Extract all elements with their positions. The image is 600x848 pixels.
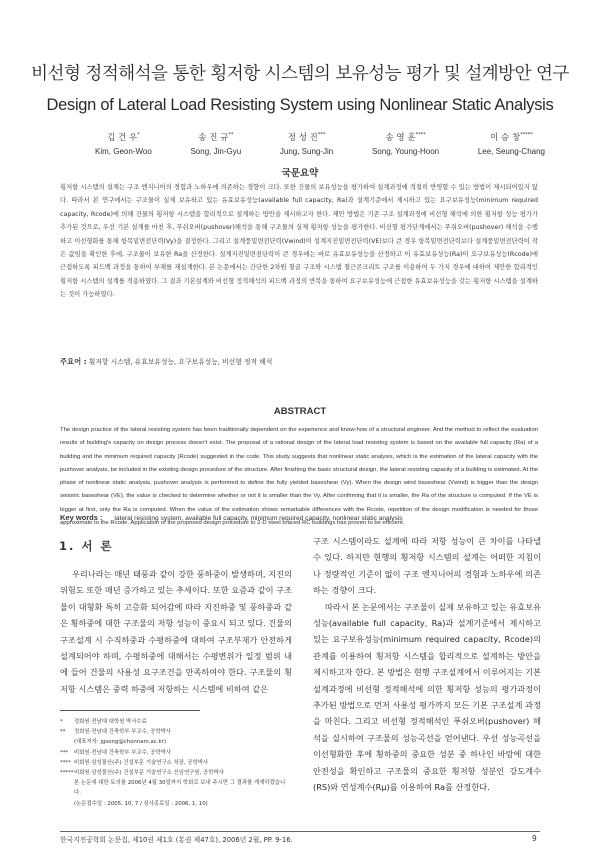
- footnote-mark: ****: [60, 759, 71, 766]
- journal-citation: 한국지진공학회 논문집, 제10권 제1호 (통권 제47호), 2006년 2월, PP. 9-16.: [60, 836, 293, 844]
- title-english: Design of Lateral Load Resisting System using Nonlinear Static Analysis: [46, 96, 554, 114]
- abstract-korean-text: 횡저항 시스템의 설계는 구조 엔지니어의 경험과 노하우에 의존하는 경향이 크다. 또한 건물의 보유성능을 평가하여 설계과정에 적절히 반영할 수 있는 방법이 제시되어있지 않다. 따라서 본 연구에서는 구조물이 실제 보유하고 있는 유효보유성능(available full capacity, Ra)과 설계기준에서 제시하고 있는 요구보유성능(minimum required capacity, Rcode)에 의해 건물의 횡저항 시스템을 합리적으로 설계하는 방안을 제시하고자 한다. 제안 방법은 기존 구조 설계과정에 비선형 해석에 의한 횡저항 성능 평가가 추가된 것으로, 우선 기본 설계를 마친 후, 푸쉬오버(pushover)해석을 통해 구조물의 실제 횡저항 성능을 평가한다. 비선형 평가단계에서는 푸쉬오버(pushover) 해석을 수행하고 이선형화를 통해 항복밑면전단력(Vy)을 결정한다. 그리고 설계풍밑면전단력(Vwind)이 설계지진밑면전단력(VE)보다 큰 경우 항복밑면전단력보다 설계풍밑면전단력이 작은 값임을 확인한 후에, 구조물이 보유한 Ra을 산정한다. 설계지진밑면전단력이 큰 경우에는 바로 유효보유성능을 산정하고 이 유효보유성능(Ra)이 요구보유성능(Rcode)에 근접하도록 피드백 과정을 통하여 부재를 재설계한다. 본 논문에서는 간단한 2차원 철골 구조와 시스템 철근콘크리트 구조를 이용하여 두 가지 경우에 대하여 제안한 합리적인 횡저항 시스템의 설계를 적용하였다. 그 결과 기본설계와 비선형 정적해석의 피드백 과정의 반복을 통하여 요구보유성능에 근접한 유효보유성능을 갖는 횡저항 시스템을 설계하는 것이 가능하였다.: [60, 184, 538, 299]
- author-name-en: Song, Jin-Gyu: [190, 146, 242, 156]
- author: [190, 128, 241, 159]
- author-name-en: Jung, Sung-Jin: [279, 146, 334, 156]
- author-name-ko: 송 진 규: [198, 132, 229, 143]
- author: [372, 128, 439, 159]
- author-name-ko: 김 건 우: [107, 132, 138, 143]
- author: [478, 128, 545, 159]
- author-name-ko: 송 영 훈: [385, 132, 416, 143]
- footnote-text: 비회원·삼성물산(주) 건설부문 기술연구소 차장, 공학박사: [74, 759, 209, 766]
- body-paragraph: 구조 시스템이라도 설계에 따라 저항 성능이 큰 차이를 나타낼 수 있다. 하지만 현행의 횡저항 시스템의 설계는 어떠한 지침이나 정량적인 기준이 없이 구조 엔지니어의 경험과 노하우에 의존하는 경향이 크다.: [313, 536, 541, 596]
- keywords-korean-label: 주요어 :: [60, 357, 87, 366]
- abstract-english-text: The design practice of the lateral resisting system has been traditionally dependent on the experience and know-how of a structural engineer. And the method to reflect the evaluation results of building's capacity on design process doesn't exist. The proposal of a rational design of the lateral load resisting system is based on the available full capacity (Ra) of a building and the minimum required capacity (Rcode) suggested in the code. This study suggests that nonlinear static analysis, which is the estimation of the lateral capacity with the pushover analysis, be included in the existing design procedure of the structure. After finishing the basic structural design, the lateral resisting capacity of a building is estimated. At the phase of nonlinear static analysis, pushover analysis is performed to define the fully yielded baseshear (Vy). When the design wind baseshear (Vwind) is bigger than the design seismic baseshear (VE), the value is checked to determine whether or not it is smaller than the Vy. After confirming that it is smaller, the Ra of the structure is computed. If the VE is bigger at first, only the Ra is computed. When the value of the estimation shows remarkable differences with the Rcode, repetition of the design modification is needed for those approximate to the Rcode. Application of the proposed design procedure to 2-D steel braced RC buildings has proven to be efficient.: [60, 427, 538, 527]
- author-name-en: Kim, Geon-Woo: [95, 146, 152, 156]
- author-list: [95, 128, 545, 159]
- abstract-english-heading: ABSTRACT: [273, 406, 327, 417]
- keywords-korean-text: 횡저항 시스템, 유효보유성능, 요구보유성능, 비선형 정적 해석: [88, 358, 273, 366]
- footnote: [60, 768, 292, 778]
- author-mark: ***: [317, 132, 326, 138]
- body-paragraph: 따라서 본 논문에서는 구조물이 실제 보유하고 있는 유효보유성능(available full capacity, Ra)과 설계기준에서 제시하고 있는 요구보유성능(minimum required capacity, Rcode)의 관계를 이용하여 횡저항 시스템을 합리적으로 설계하는 방안을 제시하고자 한다. 본 방법은 현행 구조설계에서 이루어지는 기본 설계과정에 비선형 정적해석에 의한 횡저항 성능의 평가과정이 추가된 방법으로 먼저 사용성 평가까지 모든 기본 구조설계 과정을 마친다. 그리고 비선형 정적해석인 푸쉬오버(pushover) 해석을 실시하여 구조물의 성능곡선을 얻어낸다. 우선 성능곡선을 이선형화한 후에 횡하중의 중요한 성분 중 하나인 바람에 대한 안전성을 확인하고 구조물의 중요한 횡저항 성분인 강도계수(RS)와 연성계수(Rμ)를 이용하여 Ra를 산정한다.: [313, 601, 541, 793]
- author-mark: *: [137, 132, 140, 138]
- footnote-divider: [60, 710, 200, 711]
- footnote: [60, 758, 292, 768]
- footnote: [60, 799, 292, 809]
- footnote-mark: *****: [60, 770, 74, 777]
- keywords-korean: [60, 356, 538, 367]
- author-mark: ****: [415, 132, 426, 138]
- footnote-text: 정회원·전남대 건축학부 부교수, 공학박사: [74, 729, 172, 736]
- author: [95, 128, 152, 159]
- footnote-text: (논문접수일 : 2005, 10, 7 / 심사종료일 : 2006, 1, 10): [74, 800, 208, 807]
- footnotes: [60, 717, 292, 809]
- footnote: [60, 727, 292, 737]
- footnote-mark: *: [60, 719, 63, 725]
- author-mark: **: [228, 132, 234, 138]
- keywords-english-label: Key words :: [60, 513, 103, 522]
- author-name-ko: 이 승 창: [490, 132, 521, 143]
- section-heading-introduction: 1. 서 론: [59, 539, 114, 553]
- author-name-ko: 정 성 진: [287, 132, 318, 143]
- footnote: [60, 737, 292, 747]
- footnote-mark: [60, 778, 74, 798]
- footnote-text: 비회원·전남대 건축학부 부교수, 공학박사: [74, 749, 172, 756]
- footnote: [60, 778, 292, 798]
- footnote: [60, 748, 292, 758]
- body-paragraph: 우리나라는 매년 태풍과 같이 강한 풍하중이 발생하며, 지진의 위험도 또한 매년 증가하고 있는 추세이다. 또한 요즘과 같이 구조물이 대형화 특히 고층화 되어감에 따라 지진하중 및 풍하중과 같은 횡하중에 대한 구조물의 저항 성능이 중요시 되고 있다. 건물의 구조설계 시 수직하중과 수평하중에 대하여 구조부재가 안전하게 설계되어야 하며, 수평하중에 대해서는 수평변위가 일정 범위 내에 들어 건물의 사용성 요구조건을 만족하여야 한다. 구조물의 횡저항 시스템은 중력 하중에 저항하는 시스템에 비하여 같은: [60, 569, 292, 694]
- left-column: [60, 566, 292, 697]
- right-column: [313, 533, 541, 796]
- footnote-text: 본 논문에 대한 토의를 2006년 4월 30일까지 학회로 보내 주시면 그 결과를 게재하겠습니다.: [74, 780, 286, 797]
- footnote-mark: **: [60, 729, 66, 736]
- footer-divider: [60, 831, 540, 832]
- title-korean: 비선형 정적해석을 통한 횡저항 시스템의 보유성능 평가 및 설계방안 연구: [31, 64, 569, 84]
- footnote-mark: ***: [60, 749, 69, 756]
- footnote: [60, 717, 292, 727]
- footnote-mark: [60, 737, 74, 747]
- footnote-text: 정회원·전남대 대학원 박사수료: [74, 719, 147, 725]
- author-name-en: Lee, Seung-Chang: [477, 146, 545, 156]
- author-name-en: Song, Young-Hoon: [371, 146, 440, 156]
- page-number: 9: [532, 834, 537, 843]
- abstract-korean-heading: 국문요약: [281, 168, 319, 179]
- footnote-text: (대표저자: jgsong@chonnam.ac.kr): [74, 739, 166, 746]
- footnote-text: 비회원·삼성물산(주) 건설부문 기술연구소 선임연구원, 공학박사: [74, 770, 224, 777]
- author: [280, 128, 333, 159]
- keywords-english-text: lateral resisting system, available full capacity, minimum required capacity, nonlinear static analysis: [114, 515, 403, 522]
- author-mark: *****: [520, 132, 533, 138]
- footnote-mark: [60, 799, 74, 809]
- keywords-english: [60, 513, 538, 522]
